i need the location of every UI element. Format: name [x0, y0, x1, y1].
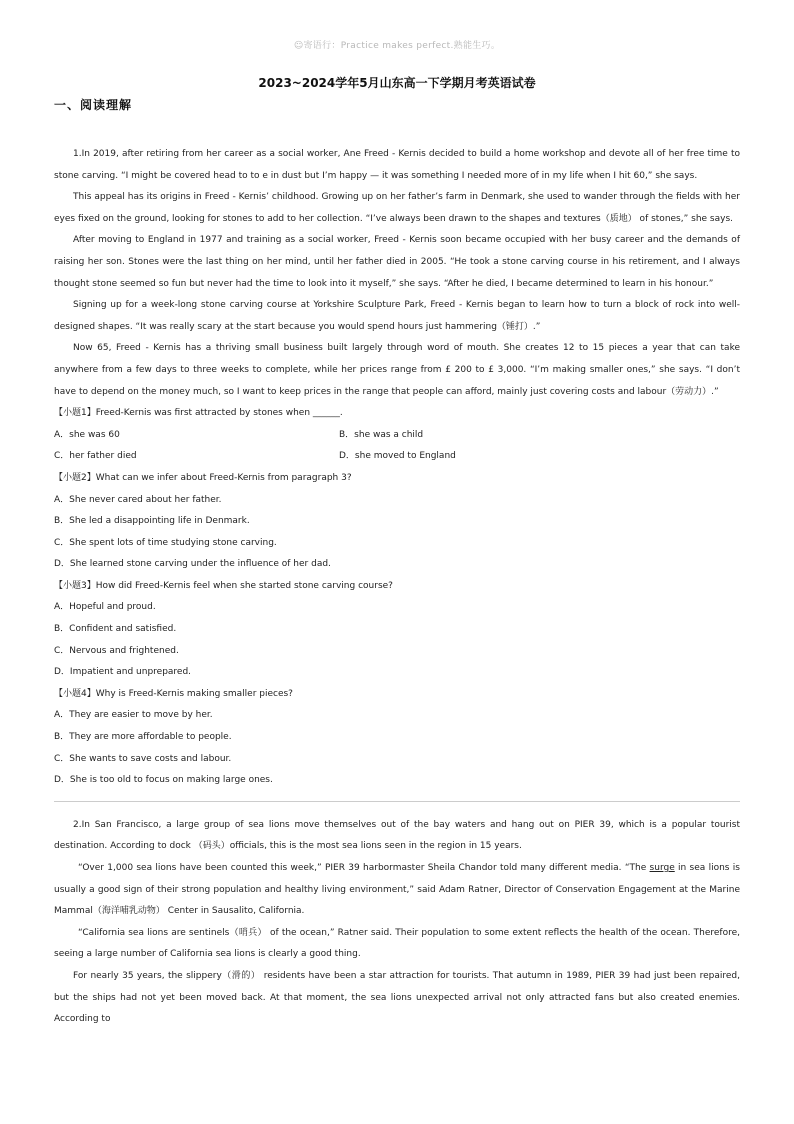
question-2-option-c[interactable]: C．She spent lots of time studying stone carving.	[54, 537, 277, 548]
underlined-word: surge	[649, 863, 675, 873]
question-1-option-c[interactable]: C．her father died	[54, 451, 137, 462]
question-1-option-a[interactable]: A．she was 60	[54, 429, 120, 440]
passage-2-text: “Over 1,000 sea lions have been counted this week,” PIER 39 harbormaster Sheila Chandor told many different media. “The	[78, 863, 650, 873]
question-1-options-row	[54, 425, 740, 447]
question-3-option-d[interactable]: D．Impatient and unprepared.	[54, 667, 192, 678]
passage-1-paragraph: Signing up for a week-long stone carving course at Yorkshire Sculpture Park, Freed - Kernis began to learn how to turn a block of rock into well-designed shapes. “It was really scary at the start because you would spend hours just hammering（锤打）.”	[54, 300, 740, 332]
watermark: ☺寄语行：Practice makes perfect.熟能生巧。	[293, 41, 501, 51]
exam-content	[54, 144, 740, 1031]
question-4-option-d[interactable]: D．She is too old to focus on making large ones.	[54, 775, 273, 786]
passage-2-paragraph: 2.In San Francisco, a large group of sea lions move themselves out of the bay waters and hang out on PIER 39, which is a popular tourist destination. According to dock （码头）officials, this is the most sea lions seen in the region in 15 years.	[54, 819, 740, 852]
question-2-option-b[interactable]: B．She led a disappointing life in Denmark.	[54, 516, 250, 527]
question-1-option-b[interactable]: B．she was a child	[339, 429, 424, 440]
passage-2-text: in sea lions is usually a good sign of their strong population and healthy living environment,” said Adam Ratner, Director of Conservation Engagement at the Marine Mammal（海洋哺乳动物） Center in Sausalito, California.	[54, 863, 740, 917]
passage-2	[54, 815, 740, 1031]
question-4-option-b[interactable]: B．They are more affordable to people.	[54, 732, 232, 743]
section-divider	[54, 801, 740, 802]
page-title: 2023~2024学年5月山东高一下学期月考英语试卷	[258, 76, 536, 90]
question-1-option-d[interactable]: D．she moved to England	[339, 451, 456, 462]
question-2-option-d[interactable]: D．She learned stone carving under the influence of her dad.	[54, 559, 331, 570]
passage-1-paragraph: After moving to England in 1977 and training as a social worker, Freed - Kernis soon became occupied with her busy career and the demands of raising her son. Stones were the last thing on her mind, until her father died in 2005. “He took a stone carving course in his retirement, and I always thought stone seemed so fun but never had the time to look into it myself,” she says. “After he died, I became determined to learn in his honour.”	[54, 235, 740, 289]
question-1-stem: 【小题1】Freed-Kernis was first attracted by stones when ______.	[54, 408, 343, 419]
question-2-option-a[interactable]: A．She never cared about her father.	[54, 494, 222, 505]
question-4-option-c[interactable]: C．She wants to save costs and labour.	[54, 753, 232, 764]
passage-1-paragraph: This appeal has its origins in Freed - Kernis’ childhood. Growing up on her father’s farm in Denmark, she used to wander through the fields with her eyes fixed on the ground, looking for stones to add to her collection. “I’ve always been drawn to the shapes and textures（质地） of stones,” she says.	[54, 192, 740, 224]
passage-1-paragraph: 1.In 2019, after retiring from her career as a social worker, Ane Freed - Kernis decided to build a home workshop and devote all of her free time to stone carving. “I might be covered head to to e in dust but I’m happy — it was something I needed more of in my life when I hit 60,” she says.	[54, 149, 740, 181]
passage-1	[54, 144, 740, 792]
section-heading: 一、阅读理解	[54, 98, 133, 112]
question-3-stem: 【小题3】How did Freed-Kernis feel when she started stone carving course?	[54, 580, 393, 591]
passage-2-paragraph: For nearly 35 years, the slippery（滑的） residents have been a star attraction for tourists. That autumn in 1989, PIER 39 had just been repaired, but the ships had not yet been moved back. At that moment, the sea lions unexpected arrival not only attracted fans but also created enemies. According to	[54, 970, 740, 1025]
question-3-option-a[interactable]: A．Hopeful and proud.	[54, 602, 156, 613]
question-3-option-b[interactable]: B．Confident and satisfied.	[54, 624, 177, 635]
question-4-stem: 【小题4】Why is Freed-Kernis making smaller pieces?	[54, 688, 293, 699]
question-3-option-c[interactable]: C．Nervous and frightened.	[54, 645, 179, 656]
question-4-option-a[interactable]: A．They are easier to move by her.	[54, 710, 213, 721]
passage-1-paragraph: Now 65, Freed - Kernis has a thriving small business built largely through word of mouth. She creates 12 to 15 pieces a year that can take anywhere from a few days to three weeks to complete, while her prices range from £ 200 to £ 3,000. “I’m making smaller ones,” she says. “I don’t have to depend on the money much, so I want to keep prices in the range that people can afford, mainly just covering costs and labour（劳动力）.”	[54, 343, 740, 397]
passage-2-paragraph: “California sea lions are sentinels（哨兵） of the ocean,” Ratner said. Their population to some extent reflects the health of the ocean. Therefore, seeing a large number of California sea lions is clearly a good thing.	[54, 927, 740, 960]
passage-2-paragraph	[54, 858, 740, 923]
question-2-stem: 【小题2】What can we infer about Freed-Kernis from paragraph 3?	[54, 472, 352, 483]
question-1-options-row	[54, 446, 740, 468]
